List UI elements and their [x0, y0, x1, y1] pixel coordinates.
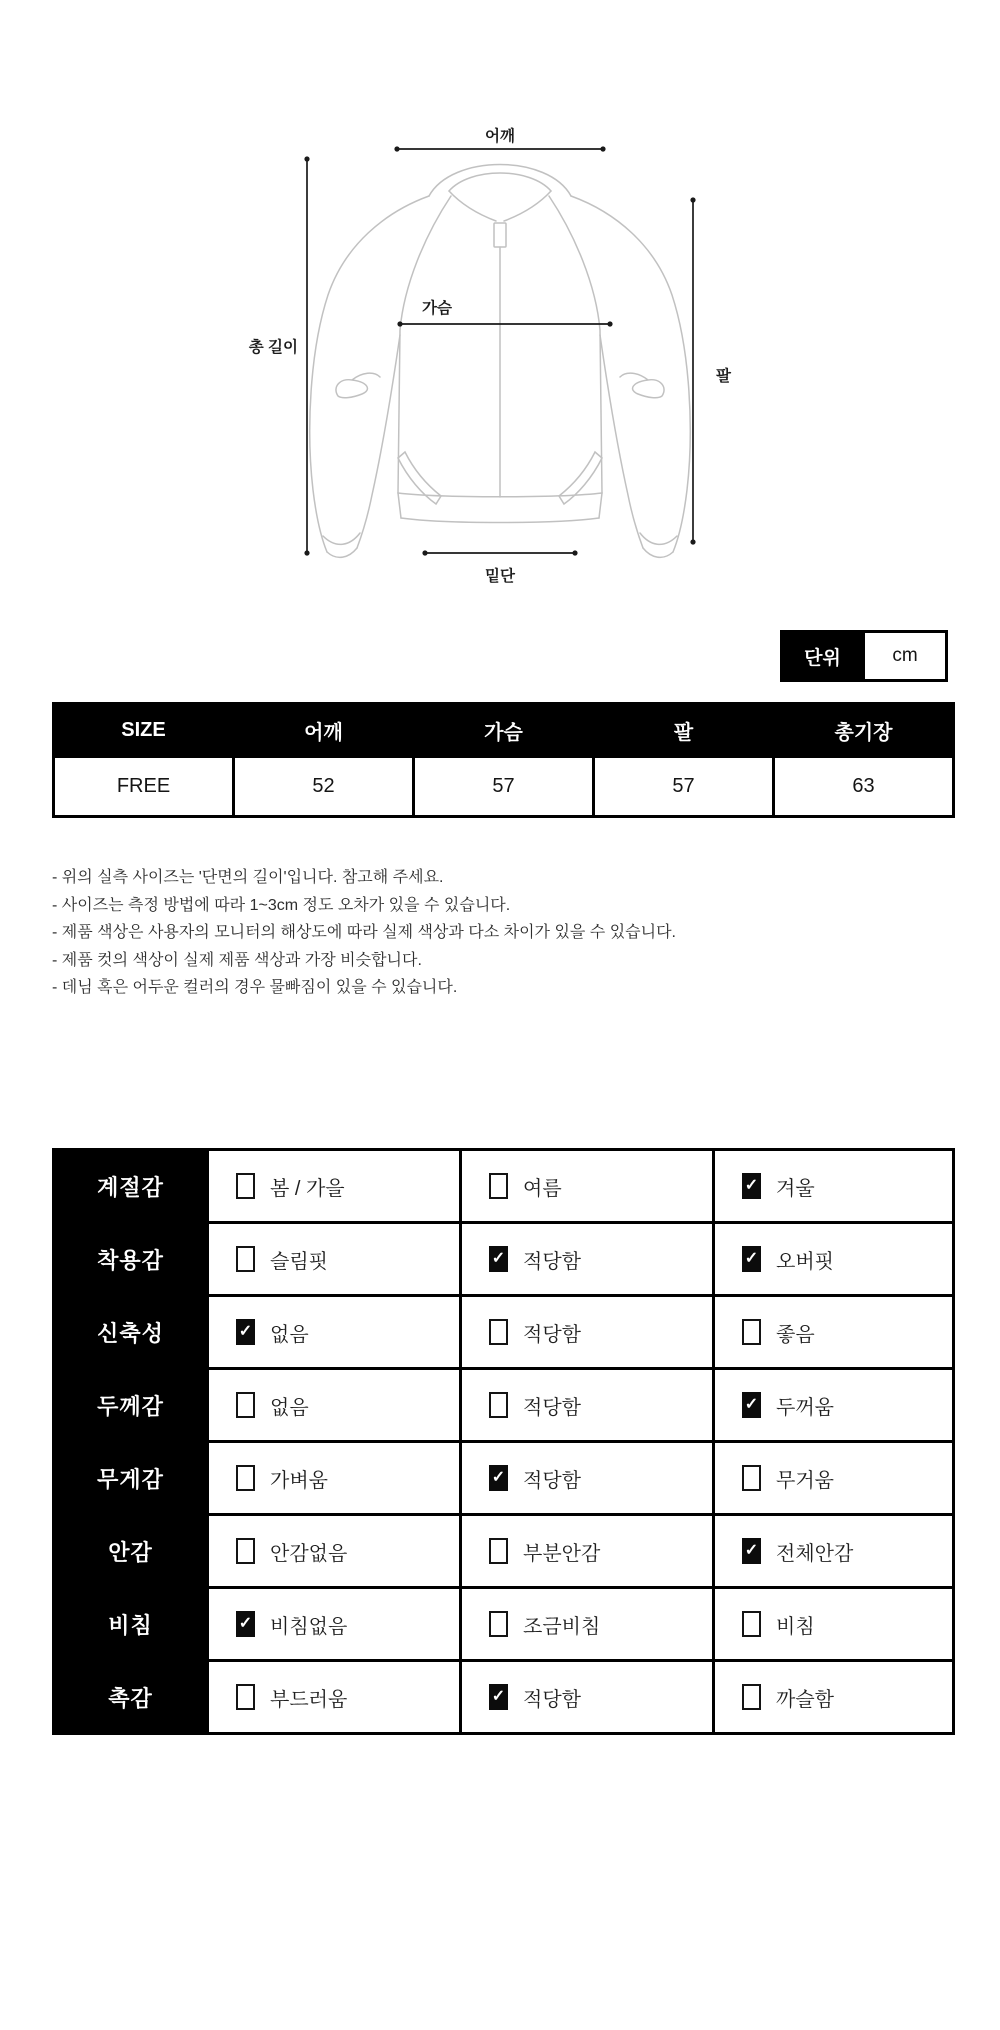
- checkbox-icon: [489, 1173, 508, 1199]
- attribute-option: [715, 1370, 952, 1440]
- attribute-option: [462, 1224, 712, 1294]
- attribute-option: [209, 1297, 459, 1367]
- attribute-option: [209, 1151, 459, 1221]
- attribute-option: [462, 1516, 712, 1586]
- attribute-option: [209, 1589, 459, 1659]
- size-table: [52, 702, 955, 818]
- checkbox-icon: [742, 1611, 761, 1637]
- attribute-option-label: 부드러움: [270, 1688, 348, 1711]
- attribute-row-label: 착용감: [55, 1224, 206, 1294]
- attribute-option: [715, 1516, 952, 1586]
- measure-arm: [690, 197, 732, 544]
- attribute-option-label: 부분안감: [523, 1542, 601, 1565]
- attribute-option: [209, 1443, 459, 1513]
- attribute-option-label: 없음: [270, 1396, 309, 1419]
- checkbox-icon: [489, 1538, 508, 1564]
- attribute-option: [715, 1297, 952, 1367]
- attribute-option: [209, 1516, 459, 1586]
- attribute-option-label: 겨울: [776, 1177, 815, 1200]
- size-table-header: 팔: [595, 705, 772, 755]
- attribute-option-label: 적당함: [523, 1396, 581, 1419]
- jacket-outline: [310, 165, 691, 558]
- attribute-option: [715, 1151, 952, 1221]
- attribute-option-label: 봄 / 가을: [270, 1177, 345, 1200]
- attribute-option-label: 비침없음: [270, 1615, 348, 1638]
- note-line: - 제품 컷의 색상이 실제 제품 색상과 가장 비슷합니다.: [52, 951, 422, 969]
- checkbox-icon: [742, 1319, 761, 1345]
- size-table-value: 57: [595, 758, 772, 815]
- attribute-option-label: 전체안감: [776, 1542, 854, 1565]
- size-table-value: 52: [235, 758, 412, 815]
- note-line: - 데님 혹은 어두운 컬러의 경우 물빠짐이 있을 수 있습니다.: [52, 979, 458, 996]
- size-table-header: 가슴: [415, 705, 592, 755]
- attribute-row-label: 무게감: [55, 1443, 206, 1513]
- checkbox-icon: [489, 1246, 508, 1272]
- attribute-row-label: 계절감: [55, 1151, 206, 1221]
- attribute-option-label: 비침: [776, 1615, 815, 1638]
- measure-chest: [397, 298, 612, 327]
- checkbox-icon: [236, 1173, 255, 1199]
- attribute-option-label: 조금비침: [523, 1615, 601, 1638]
- attribute-option: [462, 1662, 712, 1732]
- checkbox-icon: [489, 1611, 508, 1637]
- checkbox-icon: [236, 1246, 255, 1272]
- attribute-option: [715, 1443, 952, 1513]
- note-line: - 위의 실측 사이즈는 '단면의 길이'입니다. 참고해 주세요.: [52, 869, 444, 886]
- checkbox-icon: [236, 1465, 255, 1491]
- checkbox-icon: [742, 1246, 761, 1272]
- attribute-option-label: 적당함: [523, 1469, 581, 1492]
- unit-box: [780, 630, 948, 682]
- attribute-option: [715, 1224, 952, 1294]
- attribute-option-label: 적당함: [523, 1250, 581, 1273]
- size-notes: [52, 864, 676, 1002]
- attribute-row-label: 촉감: [55, 1662, 206, 1732]
- attribute-option-label: 없음: [270, 1323, 309, 1346]
- attribute-option: [715, 1589, 952, 1659]
- attribute-row-label: 신축성: [55, 1297, 206, 1367]
- attribute-option-label: 여름: [523, 1177, 562, 1200]
- jacket-diagram: [0, 0, 1000, 640]
- attribute-option: [462, 1589, 712, 1659]
- attribute-option: [462, 1370, 712, 1440]
- checkbox-icon: [489, 1465, 508, 1491]
- attribute-option-label: 오버핏: [776, 1250, 834, 1273]
- checkbox-icon: [236, 1319, 255, 1345]
- attribute-option-label: 가벼움: [270, 1469, 328, 1492]
- checkbox-icon: [742, 1465, 761, 1491]
- attribute-option: [462, 1151, 712, 1221]
- size-table-header: SIZE: [55, 705, 232, 755]
- checkbox-icon: [742, 1173, 761, 1199]
- attribute-option: [209, 1224, 459, 1294]
- size-table-header: 총기장: [775, 705, 952, 755]
- attribute-option: [715, 1662, 952, 1732]
- attribute-option: [462, 1443, 712, 1513]
- checkbox-icon: [742, 1684, 761, 1710]
- shoulder-label: 어깨: [485, 128, 515, 145]
- attribute-option-label: 좋음: [776, 1323, 815, 1346]
- unit-value: cm: [865, 633, 945, 679]
- measure-hem: [422, 550, 577, 585]
- attribute-option-label: 두꺼움: [776, 1396, 834, 1419]
- size-table-value: 57: [415, 758, 592, 815]
- total-length-label: 총 길이: [248, 339, 298, 356]
- size-table-value: 63: [775, 758, 952, 815]
- arm-label: 팔: [716, 368, 731, 385]
- attribute-option-label: 무거움: [776, 1469, 834, 1492]
- checkbox-icon: [742, 1538, 761, 1564]
- measure-shoulder: [394, 126, 605, 152]
- attribute-option-label: 슬림핏: [270, 1250, 328, 1273]
- checkbox-icon: [742, 1392, 761, 1418]
- measure-total-length: [249, 156, 310, 555]
- attribute-option-label: 안감없음: [270, 1542, 348, 1565]
- size-table-header: 어깨: [235, 705, 412, 755]
- attribute-option: [209, 1662, 459, 1732]
- checkbox-icon: [489, 1392, 508, 1418]
- checkbox-icon: [236, 1611, 255, 1637]
- attributes-table: [52, 1148, 955, 1735]
- checkbox-icon: [236, 1684, 255, 1710]
- unit-label: 단위: [783, 633, 862, 679]
- checkbox-icon: [489, 1684, 508, 1710]
- attribute-option-label: 까슬함: [776, 1688, 834, 1711]
- attribute-option-label: 적당함: [523, 1323, 581, 1346]
- chest-label: 가슴: [422, 300, 452, 317]
- attribute-option: [209, 1370, 459, 1440]
- attribute-option-label: 적당함: [523, 1688, 581, 1711]
- checkbox-icon: [489, 1319, 508, 1345]
- hem-label: 밑단: [485, 568, 515, 585]
- size-table-value: FREE: [55, 758, 232, 815]
- attribute-row-label: 두께감: [55, 1370, 206, 1440]
- note-line: - 제품 색상은 사용자의 모니터의 해상도에 따라 실제 색상과 다소 차이가 있을 수 있습니다.: [52, 924, 676, 941]
- checkbox-icon: [236, 1392, 255, 1418]
- checkbox-icon: [236, 1538, 255, 1564]
- note-line: - 사이즈는 측정 방법에 따라 1~3cm 정도 오차가 있을 수 있습니다.: [52, 896, 511, 914]
- attribute-row-label: 안감: [55, 1516, 206, 1586]
- attribute-option: [462, 1297, 712, 1367]
- attribute-row-label: 비침: [55, 1589, 206, 1659]
